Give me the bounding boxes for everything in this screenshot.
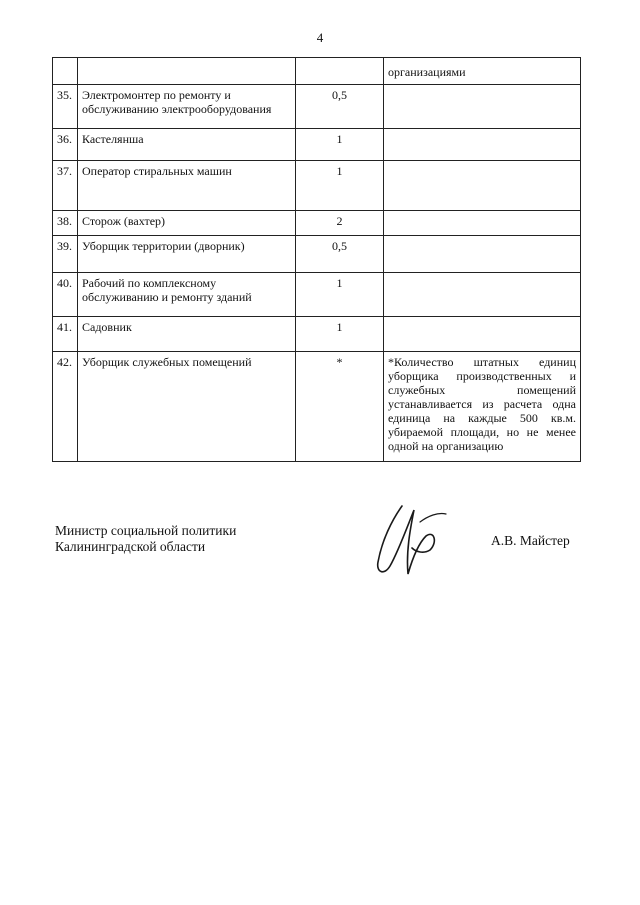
table-row [53, 236, 581, 273]
position-name: Сторож (вахтер) [78, 211, 296, 236]
row-number: 39. [53, 236, 78, 273]
signatory-name: А.В. Майстер [491, 533, 570, 548]
row-note [384, 273, 581, 317]
staff-table [52, 57, 581, 462]
row-note [384, 211, 581, 236]
row-number: 38. [53, 211, 78, 236]
row-number [53, 58, 78, 85]
table-row [53, 129, 581, 161]
row-note [384, 85, 581, 129]
row-number: 36. [53, 129, 78, 161]
table-row [53, 273, 581, 317]
position-name: Уборщик служебных помещений [78, 352, 296, 462]
staff-quantity: * [296, 352, 384, 462]
staff-quantity: 1 [296, 273, 384, 317]
signatory-title-line1: Министр социальной политики [55, 523, 237, 538]
row-note: *Количество штатных единиц уборщика производственных и служебных помещений устанавливается из расчета одна единица на каждые 500 кв.м. убираемой площади, но не менее одной на организацию [384, 352, 581, 462]
position-name: Рабочий по комплексному обслуживанию и ремонту зданий [78, 273, 296, 317]
staff-quantity [296, 58, 384, 85]
handwritten-signature [372, 500, 452, 582]
row-note [384, 317, 581, 352]
staff-quantity: 1 [296, 317, 384, 352]
position-name: Электромонтер по ремонту и обслуживанию электрооборудования [78, 85, 296, 129]
table-row [53, 317, 581, 352]
table-row [53, 161, 581, 211]
signatory-title [55, 523, 236, 555]
staff-quantity: 0,5 [296, 85, 384, 129]
row-number: 42. [53, 352, 78, 462]
position-name: Кастелянша [78, 129, 296, 161]
staff-quantity: 1 [296, 161, 384, 211]
table-row [53, 58, 581, 85]
row-number: 41. [53, 317, 78, 352]
position-name: Уборщик территории (дворник) [78, 236, 296, 273]
page-number: 4 [316, 30, 324, 45]
row-number: 37. [53, 161, 78, 211]
row-note [384, 236, 581, 273]
staff-quantity: 2 [296, 211, 384, 236]
row-note [384, 161, 581, 211]
row-number: 40. [53, 273, 78, 317]
table-row [53, 85, 581, 129]
position-name [78, 58, 296, 85]
row-number: 35. [53, 85, 78, 129]
staff-quantity: 0,5 [296, 236, 384, 273]
signatory-title-line2: Калининградской области [55, 539, 206, 554]
table-row [53, 211, 581, 236]
row-note [384, 129, 581, 161]
staff-quantity: 1 [296, 129, 384, 161]
position-name: Оператор стиральных машин [78, 161, 296, 211]
row-note: организациями [384, 58, 581, 85]
table-row [53, 352, 581, 462]
position-name: Садовник [78, 317, 296, 352]
